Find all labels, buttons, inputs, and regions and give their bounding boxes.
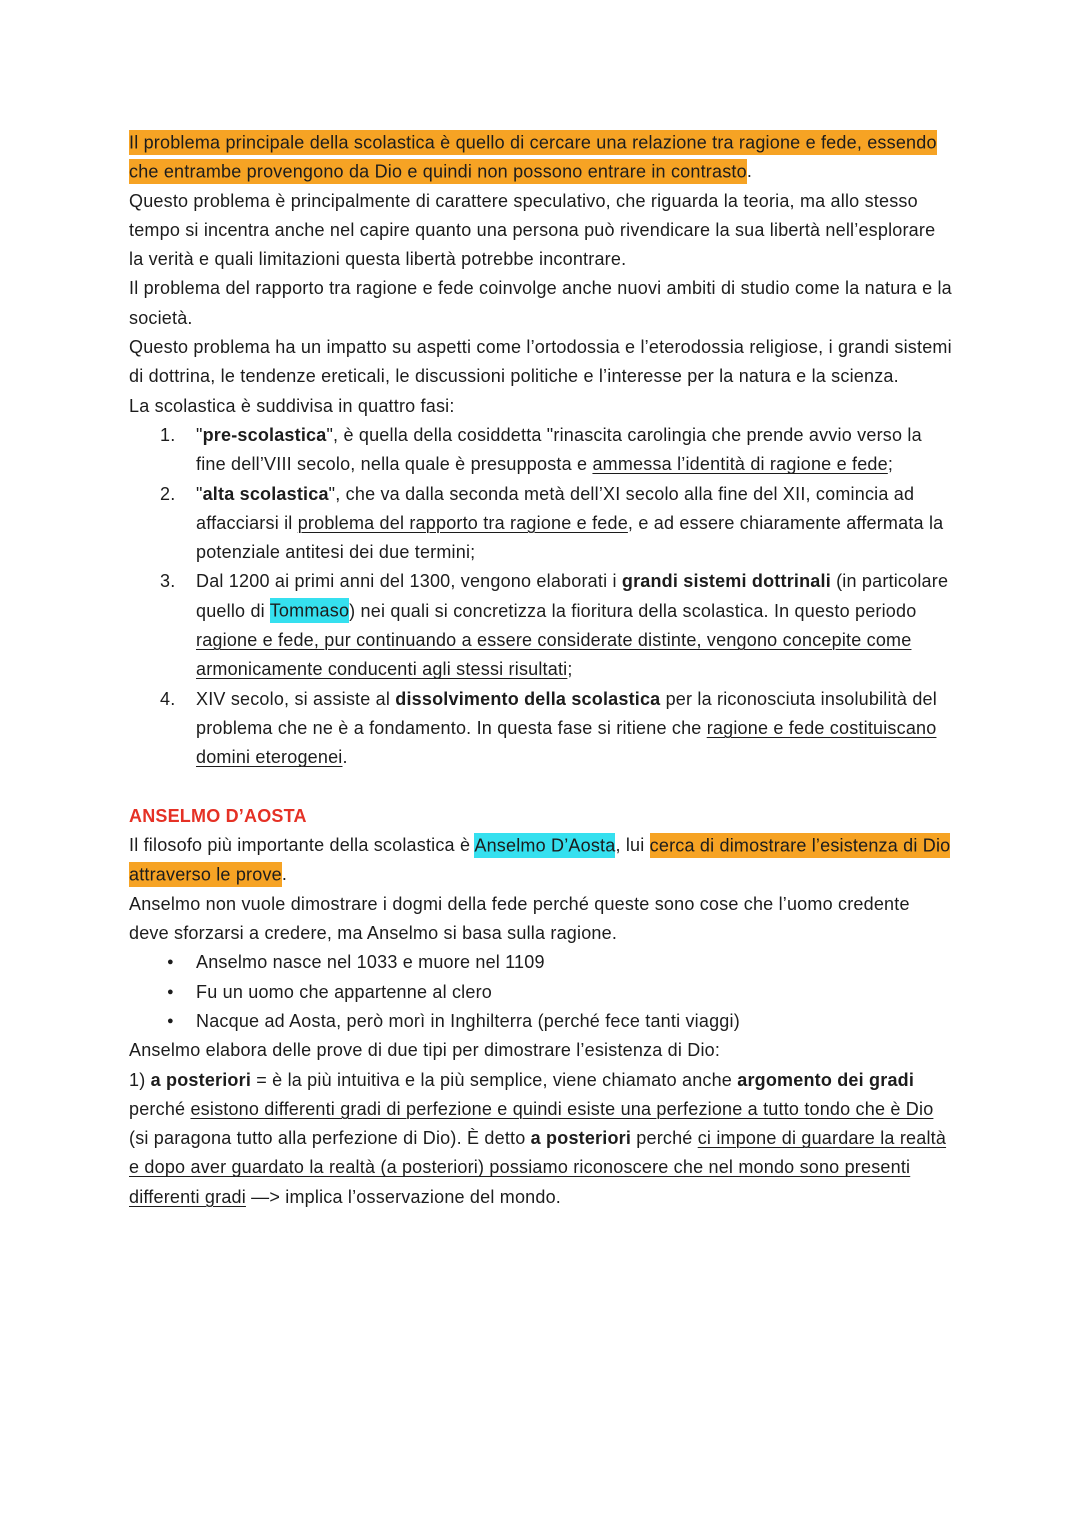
ordered-list-item <box>129 480 953 568</box>
text-segment: Anselmo non vuole dimostrare i dogmi della fede perché queste sono cose che l’uomo credente deve sforzarsi a credere, ma Anselmo si basa sulla ragione. <box>129 893 910 944</box>
text-segment: La scolastica è suddivisa in quattro fasi: <box>129 395 455 416</box>
text-segment: " <box>196 483 203 504</box>
text-segment: , e ad essere chiaramente affermata la potenziale antitesi dei due termini; <box>196 512 944 563</box>
document-content <box>129 128 953 1212</box>
ordered-list-item <box>129 421 953 480</box>
paragraph <box>129 831 953 890</box>
text-segment: . <box>342 747 348 768</box>
bullet-icon: ● <box>167 1014 174 1027</box>
text-segment: Dal 1200 ai primi anni del 1300, vengono elaborati i <box>196 571 622 592</box>
text-segment: . <box>746 161 753 182</box>
bullet-icon: ● <box>167 985 174 998</box>
text-segment: ) nei quali si concretizza la fioritura della scolastica. In questo periodo <box>349 600 917 621</box>
text-segment: perché <box>129 1098 191 1119</box>
highlighted-text-cyan: Tommaso <box>270 598 349 623</box>
text-segment: ANSELMO D’AOSTA <box>129 805 307 826</box>
underlined-text: ammessa l’identità di ragione e fede <box>592 454 888 475</box>
bullet-list-item <box>129 1007 953 1036</box>
underlined-text: problema del rapporto tra ragione e fede <box>297 512 628 533</box>
text-segment: , lui <box>615 835 650 856</box>
bullet-icon: ● <box>167 956 174 969</box>
ordered-list-item <box>129 685 953 773</box>
bold-text: pre-scolastica <box>202 424 327 445</box>
highlighted-text-orange: Il problema principale della scolastica è quello di cercare una relazione tra ragione e fede, essendo che entrambe provengono da Dio e quindi non possono entrare in contrasto <box>129 130 937 184</box>
text-segment: ; <box>887 454 894 475</box>
list-number: 3. <box>160 571 176 592</box>
bold-text: a posteriori <box>530 1128 632 1149</box>
section-heading <box>129 802 953 831</box>
text-segment: Questo problema ha un impatto su aspetti come l’ortodossia e l’eterodossia religiose, i grandi sistemi di dottrina, le tendenze ereticali, le discussioni politiche e l’interesse per la natura e la scienza. <box>129 337 952 387</box>
underlined-text: ci impone di guardare la realtà e dopo aver guardato la realtà (a posteriori) possiamo riconoscere che nel mondo sono presenti differenti gradi <box>129 1128 947 1207</box>
underlined-text: esistono differenti gradi di perfezione e quindi esiste una perfezione a tutto tondo che è Dio <box>190 1098 934 1119</box>
bullet-list-item <box>129 948 953 977</box>
list-item-text <box>196 982 492 1002</box>
text-segment: Nacque ad Aosta, però morì in Inghilterra (perché fece tanti viaggi) <box>196 1010 740 1031</box>
paragraph <box>129 392 953 421</box>
bold-text: a posteriori <box>150 1069 252 1090</box>
list-item-text <box>196 571 948 679</box>
bold-text: dissolvimento della scolastica <box>395 688 661 709</box>
paragraph <box>129 1036 953 1065</box>
text-segment: ", che va dalla seconda metà dell’XI secolo alla fine del XII, comincia ad affacciarsi il <box>196 483 915 533</box>
text-segment: —> implica l’osservazione del mondo. <box>245 1186 561 1207</box>
highlighted-text-orange: cerca di dimostrare l’esistenza di Dio attraverso le prove <box>129 833 950 887</box>
underlined-text: ragione e fede, pur continuando a essere considerate distinte, vengono concepite come armonicamente conducenti agli stessi risultati <box>196 630 912 680</box>
list-item-text <box>196 952 545 972</box>
text-segment: . <box>281 864 288 885</box>
text-segment: Il problema del rapporto tra ragione e fede coinvolge anche nuovi ambiti di studio come la natura e la società. <box>129 278 952 328</box>
text-segment: per la riconosciuta insolubilità del problema che ne è a fondamento. In questa fase si ritiene che <box>196 688 937 738</box>
paragraph <box>129 333 953 392</box>
text-segment: Anselmo nasce nel 1033 e muore nel 1109 <box>196 952 545 973</box>
bold-text: alta scolastica <box>202 483 329 504</box>
list-number: 1. <box>160 424 176 445</box>
text-segment: ", è quella della cosiddetta "rinascita carolingia che prende avvio verso la fine dell’VIII secolo, nella quale è presupposta e <box>196 424 922 475</box>
text-segment: (si paragona tutto alla perfezione di Dio). È detto <box>129 1128 531 1149</box>
underlined-text: ragione e fede costituiscano domini eterogenei <box>196 717 937 768</box>
text-segment: (in particolare quello di <box>196 571 949 621</box>
text-segment: Questo problema è principalmente di carattere speculativo, che riguarda la teoria, ma allo stesso tempo si incentra anche nel capire quanto una persona può rivendicare la sua libertà nell’esplorare la verità e quali limitazioni questa libertà potrebbe incontrare. <box>129 190 936 270</box>
text-segment: Il filosofo più importante della scolastica è <box>129 835 475 856</box>
list-item-text <box>196 689 937 768</box>
text-segment: perché <box>631 1128 698 1149</box>
text-segment: 1) <box>129 1069 151 1090</box>
paragraph <box>129 1066 953 1212</box>
ordered-list-item <box>129 567 953 684</box>
highlighted-text-cyan: Anselmo D’Aosta <box>474 833 615 858</box>
paragraph <box>129 187 953 275</box>
text-segment: " <box>196 424 203 445</box>
list-item-text <box>196 425 922 474</box>
text-segment: Anselmo elabora delle prove di due tipi per dimostrare l’esistenza di Dio: <box>129 1040 721 1061</box>
text-segment: = è la più intuitiva e la più semplice, viene chiamato anche <box>251 1069 738 1090</box>
bold-text: grandi sistemi dottrinali <box>621 571 831 592</box>
blank-line <box>129 773 953 802</box>
list-number: 4. <box>160 688 176 709</box>
paragraph <box>129 128 953 187</box>
paragraph <box>129 274 953 333</box>
paragraph <box>129 890 953 949</box>
bullet-list-item <box>129 978 953 1007</box>
list-number: 2. <box>160 483 176 504</box>
text-segment: ; <box>567 659 573 680</box>
text-segment: Fu un uomo che appartenne al clero <box>196 981 492 1002</box>
list-item-text <box>196 1011 740 1031</box>
text-segment: XIV secolo, si assiste al <box>196 688 396 709</box>
bold-text: argomento dei gradi <box>737 1069 915 1090</box>
list-item-text <box>196 484 943 563</box>
